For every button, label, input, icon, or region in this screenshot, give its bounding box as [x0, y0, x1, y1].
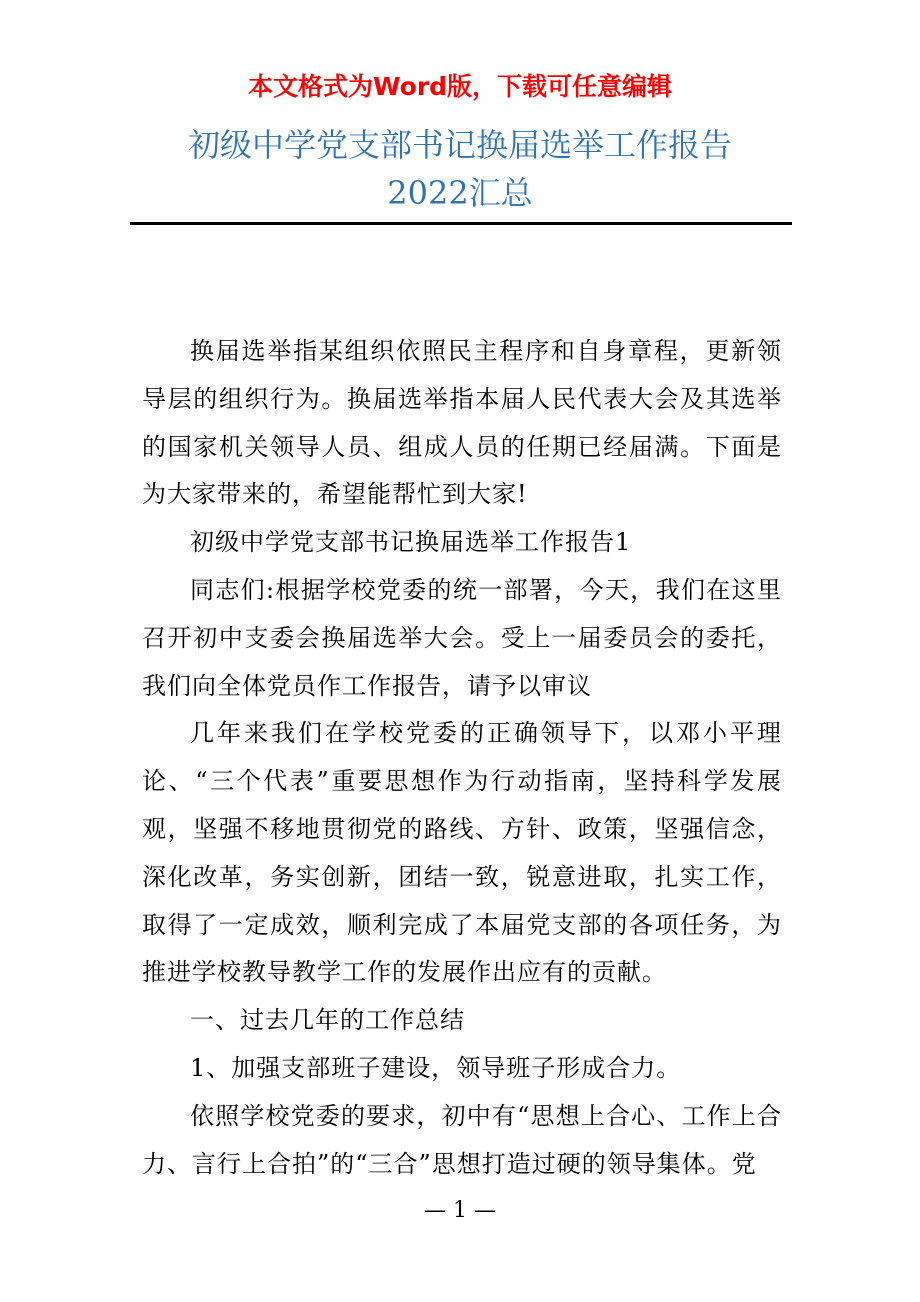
subsection-heading: 1、加强支部班子建设，领导班子形成合力。: [190, 1053, 682, 1082]
document-title-line-1: 初级中学党支部书记换届选举工作报告: [187, 126, 732, 164]
intro-paragraph: 换届选举指某组织依照民主程序和自身章程，更新领导层的组织行为。换届选举指本届人民代表大会及其选举的国家机关领导人员、组成人员的任期已经届满。下面是为大家带来的，希望能帮忙到大家!: [142, 337, 782, 509]
greeting-paragraph: 同志们:根据学校党委的统一部署，今天，我们在这里召开初中支委会换届选举大会。受上一届委员会的委托，我们向全体党员作工作报告，请予以审议: [142, 575, 782, 700]
report-heading: 初级中学党支部书记换届选举工作报告1: [190, 528, 632, 557]
word-format-banner: 本文格式为Word版，下载可任意编辑: [247, 72, 673, 101]
body-paragraph: 依照学校党委的要求，初中有“思想上合心、工作上合力、言行上合拍”的“三合”思想打造过硬的领导集体。党: [142, 1101, 782, 1178]
page-number: — 1 —: [424, 1198, 496, 1223]
section-heading: 一、过去几年的工作总结: [190, 1006, 465, 1035]
summary-paragraph: 几年来我们在学校党委的正确领导下，以邓小平理论、“三个代表”重要思想作为行动指南，坚持科学发展观，坚强不移地贯彻党的路线、方针、政策，坚强信念，深化改革，务实创新，团结一致，锐意进取，扎实工作，取得了一定成效，顺利完成了本届党支部的各项任务，为推进学校教导教学工作的发展作出应有的贡献。: [142, 719, 782, 987]
document-title-line-2: 2022汇总: [387, 174, 533, 212]
title-divider: [130, 222, 792, 225]
document-body: [142, 328, 782, 1188]
